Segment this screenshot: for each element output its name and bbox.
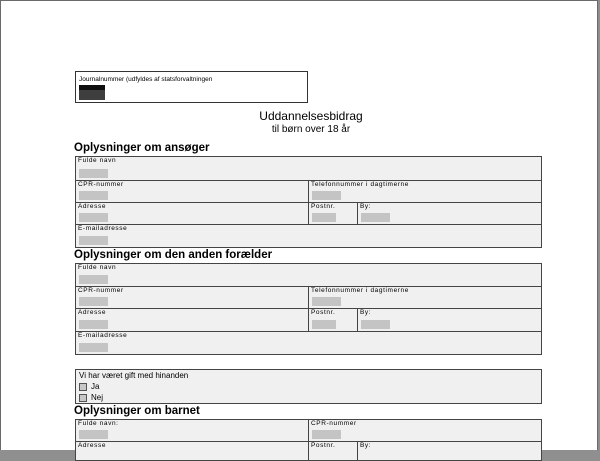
applicant-name-label: Fulde navn bbox=[78, 157, 117, 164]
other-parent-postal-input[interactable] bbox=[312, 320, 336, 329]
other-parent-phone-input[interactable] bbox=[312, 297, 341, 306]
child-address-cell bbox=[76, 442, 308, 460]
applicant-cpr-label: CPR-nummer bbox=[78, 181, 124, 188]
child-address-row bbox=[75, 441, 542, 461]
applicant-email-row bbox=[75, 224, 542, 248]
other-parent-email-label: E-mailadresse bbox=[78, 332, 128, 339]
child-address-label: Adresse bbox=[78, 442, 107, 449]
child-name-label: Fulde navn: bbox=[78, 420, 119, 427]
child-postal-cell bbox=[308, 442, 357, 460]
applicant-address-label: Adresse bbox=[78, 203, 107, 210]
other-parent-cpr-input[interactable] bbox=[79, 297, 108, 306]
applicant-phone-input[interactable] bbox=[312, 191, 341, 200]
other-parent-address-input[interactable] bbox=[79, 320, 108, 329]
child-cpr-input[interactable] bbox=[312, 430, 341, 439]
child-name-cell bbox=[76, 420, 308, 441]
other-parent-city-cell bbox=[357, 309, 541, 331]
section-heading-other-parent: Oplysninger om den anden forælder bbox=[74, 249, 273, 261]
other-parent-cpr-label: CPR-nummer bbox=[78, 287, 124, 294]
other-parent-city-input[interactable] bbox=[361, 320, 390, 329]
child-name-input[interactable] bbox=[79, 430, 108, 439]
document-title: Uddannelsesbidrag bbox=[259, 109, 363, 123]
child-cpr-label: CPR-nummer bbox=[311, 420, 357, 427]
applicant-name-cell bbox=[76, 157, 541, 180]
applicant-cpr-cell bbox=[76, 181, 308, 202]
other-parent-name-label: Fulde navn bbox=[78, 264, 117, 271]
applicant-name-row bbox=[75, 156, 542, 181]
other-parent-name-row bbox=[75, 263, 542, 287]
document-subtitle: til børn over 18 år bbox=[271, 124, 351, 135]
applicant-postal-label: Postnr. bbox=[311, 203, 336, 210]
other-parent-cpr-row bbox=[75, 286, 542, 309]
other-parent-phone-cell bbox=[308, 287, 541, 308]
child-cpr-cell bbox=[308, 420, 541, 441]
applicant-phone-label: Telefonnummer i dagtimerne bbox=[311, 181, 409, 188]
other-parent-name-cell bbox=[76, 264, 541, 286]
other-parent-name-input[interactable] bbox=[79, 275, 108, 284]
applicant-email-cell bbox=[76, 225, 541, 247]
section-heading-applicant: Oplysninger om ansøger bbox=[74, 142, 210, 154]
other-parent-email-cell bbox=[76, 332, 541, 354]
applicant-address-row bbox=[75, 202, 542, 225]
applicant-address-input[interactable] bbox=[79, 213, 108, 222]
applicant-phone-cell bbox=[308, 181, 541, 202]
other-parent-phone-label: Telefonnummer i dagtimerne bbox=[311, 287, 409, 294]
applicant-name-input[interactable] bbox=[79, 169, 108, 178]
applicant-city-label: By: bbox=[360, 203, 372, 210]
applicant-city-input[interactable] bbox=[361, 213, 390, 222]
married-no-label: Nej bbox=[91, 393, 104, 402]
applicant-cpr-input[interactable] bbox=[79, 191, 108, 200]
child-city-cell bbox=[357, 442, 541, 460]
married-question: Vi har været gift med hinanden bbox=[79, 371, 189, 380]
child-name-row bbox=[75, 419, 542, 442]
other-parent-address-label: Adresse bbox=[78, 309, 107, 316]
married-option-no[interactable] bbox=[79, 393, 103, 402]
applicant-email-input[interactable] bbox=[79, 236, 108, 245]
journal-number-field[interactable] bbox=[79, 85, 105, 100]
other-parent-email-input[interactable] bbox=[79, 343, 108, 352]
married-option-yes[interactable] bbox=[79, 382, 99, 391]
other-parent-email-row bbox=[75, 331, 542, 355]
child-city-label: By: bbox=[360, 442, 372, 449]
section-heading-child: Oplysninger om barnet bbox=[74, 405, 200, 417]
applicant-cpr-row bbox=[75, 180, 542, 203]
married-yes-label: Ja bbox=[91, 382, 100, 391]
other-parent-address-row bbox=[75, 308, 542, 332]
married-yes-checkbox[interactable] bbox=[79, 383, 87, 391]
applicant-email-label: E-mailadresse bbox=[78, 225, 128, 232]
applicant-address-cell bbox=[76, 203, 308, 224]
other-parent-address-cell bbox=[76, 309, 308, 331]
married-no-checkbox[interactable] bbox=[79, 394, 87, 402]
journal-number-box bbox=[75, 71, 308, 103]
journal-number-label: Journalnummer (udfyldes af statsforvaltningen bbox=[79, 76, 213, 83]
other-parent-city-label: By: bbox=[360, 309, 372, 316]
other-parent-postal-label: Postnr. bbox=[311, 309, 336, 316]
applicant-city-cell bbox=[357, 203, 541, 224]
other-parent-cpr-cell bbox=[76, 287, 308, 308]
other-parent-postal-cell bbox=[308, 309, 357, 331]
child-postal-label: Postnr. bbox=[311, 442, 336, 449]
married-box bbox=[75, 369, 542, 404]
applicant-postal-input[interactable] bbox=[312, 213, 336, 222]
applicant-postal-cell bbox=[308, 203, 357, 224]
